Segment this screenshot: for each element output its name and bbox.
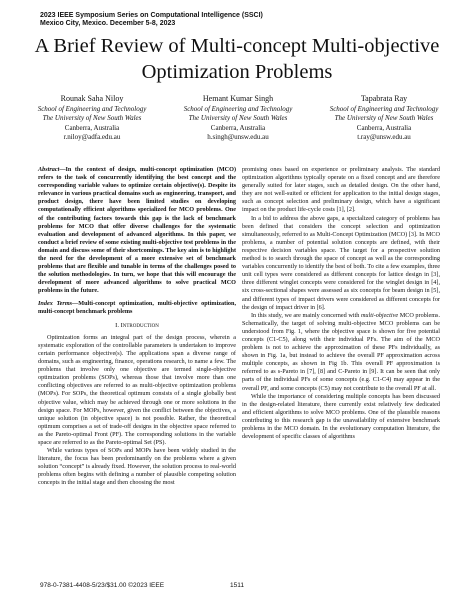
conference-name: 2023 IEEE Symposium Series on Computational Intelligence (SSCI) xyxy=(40,12,263,19)
author-department: School of Engineering and Technology xyxy=(183,104,293,113)
author-department: School of Engineering and Technology xyxy=(37,104,147,113)
author-name: Tapabrata Ray xyxy=(360,94,408,103)
paper-title-line1: A Brief Review of Multi-concept Multi-objective xyxy=(34,35,440,57)
paragraph: promising ones based on experience or preliminary analysis. The standard optimization algorithms typically operate on a fixed concept and are therefore generally suited for later stages, such as detailed design. On the other hand, they are not well-suited or efficient for application to the initial design stages, such as concept selection and preliminary design, which have a significant impact on the product life-cycle costs [1], [2]. xyxy=(242,166,440,214)
author-email[interactable]: h.singh@unsw.edu.au xyxy=(207,133,269,142)
index-terms-lead: Index Terms xyxy=(38,299,73,307)
author-university: The University of New South Wales xyxy=(334,114,434,123)
abstract xyxy=(38,166,236,296)
conference-header xyxy=(40,12,263,28)
author-2 xyxy=(168,94,308,143)
paragraph-rest: MCO problems. Schematically, the target of solving multi-objective MCO problems can be understood from Fig. 1, where the objective space is shown for five potential concepts (C1-C5), along with their individual PFs. The aim of the MCO problem is not to achieve the approximation of these PFs individually, as shown in Fig. 1a, but instead to achieve the overall PF approximation across multiple concepts, as shown in Fig 1b. This overall PF approximation is referred to as s-Pareto in [7], [8] and C-Pareto in [9]. It can be seen that only parts of the individual PFs of some concepts (e.g. C1-C4) may appear in the overall PF, and some concepts (C5) may not contribute to the overall PF at all. xyxy=(242,311,440,392)
conference-location-date: Mexico City, Mexico. December 5-8, 2023 xyxy=(40,20,176,27)
author-university: The University of New South Wales xyxy=(188,114,288,123)
copyright-footer: 978-0-7381-4408-5/23/$31.00 ©2023 IEEE xyxy=(40,582,165,589)
index-terms-text: —Multi-concept optimization, multi-objective optimization, multi-concept benchmark problems xyxy=(38,299,236,315)
emphasis-term: multi-objective xyxy=(360,311,399,319)
right-column xyxy=(242,166,440,441)
author-3 xyxy=(314,94,454,143)
author-city: Canberra, Australia xyxy=(356,123,412,132)
abstract-lead: Abstract xyxy=(38,166,60,173)
author-university: The University of New South Wales xyxy=(42,114,142,123)
author-city: Canberra, Australia xyxy=(210,123,266,132)
paragraph xyxy=(242,312,440,393)
author-city: Canberra, Australia xyxy=(64,123,120,132)
paragraph: While various types of SOPs and MOPs have been widely studied in the literature, the focus has been predominantly on the problems where a given solution “concept” is already fixed. However, the solution process to real-world problems often begins with defining a number of plausible competing solution concepts in the initial stage and then choosing the most xyxy=(38,447,236,487)
author-name: Rounak Saha Niloy xyxy=(60,94,124,103)
paragraph-lead: In this study, we are mainly concerned with xyxy=(251,311,361,319)
author-email[interactable]: t.ray@unsw.edu.au xyxy=(357,133,411,142)
paragraph: In a bid to address the above gaps, a specialized category of problems has been defined that considers the concept selection and optimization simultaneously, referred to as Multi-Concept Optimization (MCO) [3]. In MCO problems, a number of potential solution concepts are defined, with their respective decision variables space. The target for a prospective solution method is to search through the space of concept as well as the corresponding variables concurrently to identify the best of both. To cite a few examples, three unit cell types were considered as different concepts for lattice design in [3], three different winglet concepts were considered for the winglet design in [4], six cross-sectional shapes were assessed as six concepts for beam design in [5], and different types of impact drivers were considered as different concepts for the design of impact driver in [6]. xyxy=(242,214,440,311)
left-column xyxy=(38,166,236,488)
paper-title-line2: Optimization Problems xyxy=(141,61,333,83)
author-1 xyxy=(22,94,162,143)
author-department: School of Engineering and Technology xyxy=(329,104,439,113)
author-email[interactable]: r.niloy@adfa.edu.au xyxy=(63,133,121,142)
section-heading: I. Introduction xyxy=(115,321,159,329)
paper-title xyxy=(0,33,474,85)
paragraph: While the importance of considering multiple concepts has been discussed in the design-related literature, there currently exist relatively few dedicated and efficient algorithms to solve MCO problems. One of the plausible reasons contributing to this research gap is the unavailability of extensive benchmark problems in the MCO domain. In the evolutionary computation literature, the development of specific classes of algorithms xyxy=(242,392,440,441)
paragraph: Optimization forms an integral part of the design process, wherein a systematic exploration of the controllable parameters is undertaken to improve certain performance objective(s). The applications span a diverse range of domains, such as engineering, finance, operations research, to name a few. The problems that involve only one objective are termed single-objective optimization problems (SOPs), whereas those that involve more than one conflicting objectives are referred to as multi-objective optimization problems (MOPs). For SOPs, the theoretical optimum consists of a single globally best objective value, which may be achieved through one or more solutions in the design space. For MOPs, however, given the conflict between the objectives, a unique solution (in objective space) is not possible. Rather, the theoretical optimum comprises a set of trade-off designs in the objective space referred to as the Pareto-optimal Front (PF). The corresponding solutions in the variable space are referred to as the Pareto-optimal Set (PS). xyxy=(38,333,236,446)
index-terms xyxy=(38,300,236,316)
author-name: Hemant Kumar Singh xyxy=(202,94,274,103)
author-block xyxy=(22,94,454,143)
abstract-text: —In the context of design, multi-concept optimization (MCO) refers to the task of concurrently identifying the best concept and the corresponding variable values to optimize certain objective(s). Despite its relevance in various practical domains such as engineering, transport, and product design, there have been limited studies on developing computationally efficient algorithms specialized for MCO problems. One of the contributing factors towards this gap is the lack of benchmark problems for MCO that offer diverse challenges for the systematic evaluation and development of advanced algorithms. In this paper, we conduct a brief review of some existing multi-objective test problems in the domain and discuss some of their shortcomings. The key aim is to highlight the need for the development of a more extensive set of benchmark problems that are flexible and tunable in terms of the challenges posed to the solution methodologies. In turn, we hope that this will encourage the development of more advanced algorithms to solve practical MCO problems in the future. xyxy=(38,166,236,295)
page-number: 1511 xyxy=(230,582,244,589)
